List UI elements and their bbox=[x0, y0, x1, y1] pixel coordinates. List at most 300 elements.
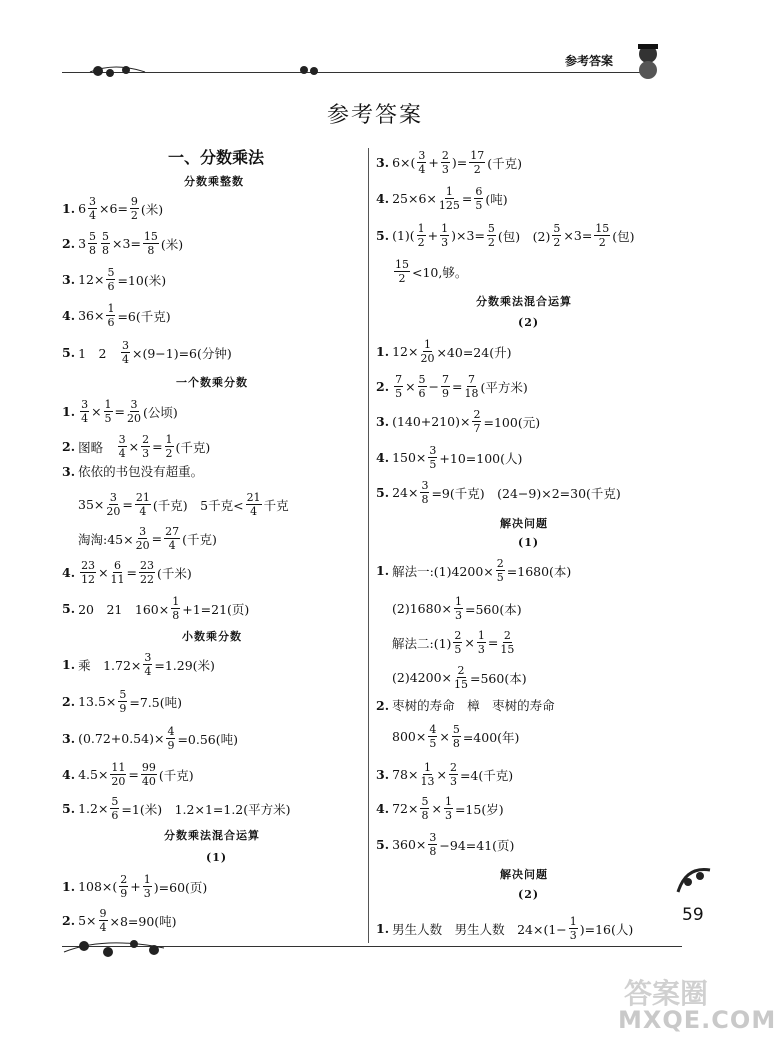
subsection-mixed-ops: 分数乘法混合运算 bbox=[164, 829, 260, 842]
denominator: 20 bbox=[106, 505, 121, 518]
header-rule bbox=[62, 72, 650, 73]
answer-line bbox=[376, 409, 540, 434]
answer-line bbox=[62, 596, 249, 621]
numerator: 3 bbox=[418, 149, 426, 162]
fraction bbox=[106, 492, 120, 517]
answer-line bbox=[376, 445, 522, 470]
denominator: 3 bbox=[143, 887, 151, 900]
fraction bbox=[441, 150, 450, 175]
text-segment: =4(千克) bbox=[459, 767, 514, 783]
item-number: 2. bbox=[376, 697, 390, 713]
text-segment: =15(岁) bbox=[454, 801, 504, 817]
vine-ornament-left bbox=[90, 62, 150, 84]
fraction bbox=[472, 409, 481, 434]
numerator: 3 bbox=[81, 398, 89, 411]
subsection-mixed-ops-2: 分数乘法混合运算 bbox=[476, 295, 572, 308]
numerator: 2 bbox=[496, 557, 504, 570]
numerator: 5 bbox=[89, 230, 97, 243]
fraction bbox=[118, 689, 127, 714]
numerator: 5 bbox=[418, 373, 426, 386]
text-segment: + bbox=[427, 228, 439, 243]
item-number: 4. bbox=[376, 191, 390, 206]
numerator: 1 bbox=[165, 433, 173, 446]
fraction bbox=[487, 223, 496, 248]
numerator: 15 bbox=[395, 258, 409, 271]
denominator: 8 bbox=[172, 609, 180, 622]
denominator: 8 bbox=[452, 737, 460, 750]
fraction bbox=[111, 560, 125, 585]
answer-line bbox=[62, 231, 183, 256]
text-segment: =1.29(米) bbox=[154, 657, 215, 673]
text-segment: × bbox=[436, 767, 447, 782]
section-title: 一、分数乘法 bbox=[168, 148, 265, 167]
denominator: 4 bbox=[250, 505, 258, 518]
fraction bbox=[441, 374, 450, 399]
text-segment: (140+210)× bbox=[392, 414, 471, 429]
denominator: 15 bbox=[454, 678, 468, 691]
text-segment: =0.56(吨) bbox=[177, 731, 238, 747]
answer-line bbox=[376, 762, 513, 787]
fraction bbox=[477, 630, 486, 655]
fraction bbox=[420, 339, 434, 364]
denominator: 4 bbox=[118, 447, 126, 460]
text-segment: × bbox=[464, 635, 475, 650]
item-number: 4. bbox=[62, 767, 76, 782]
numerator: 1 bbox=[569, 915, 577, 928]
denominator: 3 bbox=[455, 609, 462, 622]
text-segment: (千克) bbox=[175, 439, 211, 455]
answer-line bbox=[62, 340, 232, 365]
text-segment: 1 2 bbox=[78, 345, 119, 361]
vine-ornament-mid bbox=[296, 62, 326, 82]
page-number: 59 bbox=[682, 905, 704, 925]
denominator: 5 bbox=[475, 199, 483, 212]
answer-line bbox=[392, 596, 522, 621]
text-segment: (吨) bbox=[485, 191, 508, 207]
denominator: 4 bbox=[99, 921, 107, 934]
fraction bbox=[474, 186, 483, 211]
numerator: 5 bbox=[102, 230, 110, 243]
fraction bbox=[166, 726, 175, 751]
numerator: 6 bbox=[114, 559, 122, 572]
text-segment: + bbox=[428, 155, 439, 170]
text-segment: 13.5× bbox=[78, 694, 117, 709]
text-segment: + bbox=[130, 879, 141, 894]
text-segment: = bbox=[487, 635, 499, 650]
text-segment: 360× bbox=[392, 837, 427, 852]
text-segment: (包) (2) bbox=[497, 228, 551, 244]
numerator: 1 bbox=[172, 595, 180, 608]
fraction bbox=[569, 916, 578, 941]
answer-line bbox=[392, 259, 467, 284]
text-segment: 5× bbox=[78, 913, 97, 928]
numerator: 9 bbox=[130, 195, 138, 208]
text-segment: ×6= bbox=[99, 201, 128, 216]
denominator: 7 bbox=[473, 422, 481, 435]
text-segment: )= bbox=[451, 155, 468, 170]
text-segment: ×8=90(吨) bbox=[109, 913, 177, 929]
item-number: 2. bbox=[62, 694, 76, 709]
numerator: 15 bbox=[143, 230, 158, 243]
denominator: 11 bbox=[110, 573, 125, 586]
numerator: 1 bbox=[104, 398, 112, 411]
answer-line bbox=[62, 399, 178, 424]
answer-line bbox=[376, 696, 555, 714]
denominator: 3 bbox=[477, 643, 485, 656]
denominator: 2 bbox=[130, 209, 138, 222]
text-segment: = bbox=[122, 497, 133, 512]
denominator: 2 bbox=[553, 236, 561, 249]
text-segment: = bbox=[126, 565, 138, 580]
denominator: 3 bbox=[569, 929, 577, 942]
text-segment: 乘 1.72× bbox=[78, 657, 142, 673]
numerator: 3 bbox=[429, 444, 437, 457]
answer-line bbox=[62, 689, 182, 714]
answer-line bbox=[62, 874, 207, 899]
numerator: 99 bbox=[141, 761, 156, 774]
fraction bbox=[552, 223, 561, 248]
fraction bbox=[452, 724, 461, 749]
subsection-problem-solving-part: (1) bbox=[518, 536, 540, 549]
answer-line bbox=[376, 223, 635, 248]
text-segment: 800× bbox=[392, 729, 427, 744]
text-segment: (千米) bbox=[157, 565, 192, 581]
text-segment: (米) bbox=[140, 201, 164, 217]
denominator: 8 bbox=[147, 244, 155, 257]
answer-line bbox=[62, 726, 238, 751]
denominator: 4 bbox=[81, 412, 89, 425]
numerator: 2 bbox=[454, 629, 462, 642]
item-number: 2. bbox=[62, 439, 76, 454]
fraction bbox=[465, 374, 479, 399]
numerator: 2 bbox=[457, 664, 465, 677]
numerator: 2 bbox=[142, 433, 150, 446]
text-segment: × bbox=[128, 439, 140, 454]
text-segment: )=16(人) bbox=[579, 921, 634, 937]
fraction bbox=[141, 434, 150, 459]
item-number: 5. bbox=[376, 837, 390, 852]
text-segment: × bbox=[405, 379, 416, 394]
denominator: 5 bbox=[104, 412, 112, 425]
text-segment: )×3= bbox=[451, 228, 485, 243]
fraction bbox=[88, 231, 97, 256]
denominator: 6 bbox=[107, 280, 115, 293]
denominator: 8 bbox=[421, 809, 429, 822]
text-segment: × bbox=[431, 801, 442, 816]
denominator: 8 bbox=[102, 244, 110, 257]
fraction bbox=[143, 231, 159, 256]
answer-line bbox=[62, 762, 194, 787]
item-number: 1. bbox=[376, 344, 390, 359]
item-number: 4. bbox=[62, 565, 76, 580]
subsection-fraction-times-integer: 分数乘整数 bbox=[184, 175, 244, 188]
answer-line bbox=[376, 796, 504, 821]
answer-line bbox=[62, 267, 166, 292]
fraction bbox=[440, 223, 449, 248]
denominator: 3 bbox=[142, 447, 150, 460]
denominator: 5 bbox=[429, 458, 437, 471]
denominator: 2 bbox=[165, 447, 173, 460]
numerator: 9 bbox=[99, 907, 107, 920]
text-segment: 男生人数 男生人数 24×(1− bbox=[392, 921, 567, 937]
watermark-logo: 答案圈 bbox=[624, 977, 709, 1010]
subsection-mixed-ops-part: (1) bbox=[206, 851, 228, 864]
text-segment: <10,够。 bbox=[412, 264, 468, 280]
subsection-problem-solving-2-part: (2) bbox=[518, 888, 540, 901]
numerator: 5 bbox=[119, 688, 127, 701]
item-number: 1. bbox=[376, 921, 390, 936]
fraction bbox=[453, 630, 462, 655]
text-segment: 12× bbox=[78, 272, 105, 287]
numerator: 2 bbox=[120, 873, 128, 886]
text-segment: 35× bbox=[78, 497, 105, 512]
item-number: 5. bbox=[62, 801, 76, 816]
text-segment: (平方米) bbox=[480, 379, 528, 395]
numerator: 1 bbox=[423, 338, 431, 351]
fraction bbox=[106, 303, 115, 328]
denominator: 5 bbox=[395, 387, 403, 400]
text-segment: = bbox=[114, 404, 126, 419]
item-number: 3. bbox=[62, 272, 76, 287]
numerator: 2 bbox=[503, 629, 511, 642]
answer-line bbox=[376, 916, 633, 941]
text-segment: =6(千克) bbox=[117, 308, 171, 324]
numerator: 3 bbox=[421, 479, 429, 492]
denominator: 8 bbox=[421, 493, 429, 506]
numerator: 2 bbox=[473, 408, 481, 421]
fraction bbox=[171, 596, 180, 621]
text-segment: 25×6× bbox=[392, 191, 437, 206]
denominator: 4 bbox=[168, 539, 176, 552]
fraction bbox=[428, 724, 437, 749]
text-segment: (千克) bbox=[158, 767, 194, 783]
denominator: 2 bbox=[398, 272, 406, 285]
item-number: 1. bbox=[376, 563, 390, 578]
answer-line bbox=[62, 796, 291, 821]
text-segment: (2)1680× bbox=[392, 601, 452, 616]
denominator: 3 bbox=[449, 775, 457, 788]
item-number: 3. bbox=[376, 767, 390, 782]
answer-line bbox=[376, 480, 621, 505]
fraction bbox=[127, 399, 141, 424]
text-segment: ×(9−1)=6(分钟) bbox=[131, 345, 232, 361]
fraction bbox=[428, 445, 437, 470]
numerator: 4 bbox=[429, 723, 437, 736]
denominator: 4 bbox=[139, 505, 147, 518]
numerator: 7 bbox=[442, 373, 450, 386]
numerator: 17 bbox=[470, 149, 485, 162]
denominator: 2 bbox=[473, 163, 481, 176]
numerator: 1 bbox=[417, 222, 425, 235]
text-segment: 72× bbox=[392, 801, 419, 816]
numerator: 5 bbox=[487, 222, 495, 235]
denominator: 9 bbox=[442, 387, 450, 400]
numerator: 5 bbox=[111, 795, 119, 808]
subsection-decimal-times-fraction: 小数乘分数 bbox=[182, 630, 242, 643]
numerator: 1 bbox=[455, 595, 462, 608]
text-segment: +10=100(人) bbox=[439, 450, 523, 466]
text-segment: 78× bbox=[392, 767, 419, 782]
numerator: 3 bbox=[109, 491, 117, 504]
fraction bbox=[500, 630, 514, 655]
text-segment: ×3= bbox=[563, 228, 593, 243]
answer-line bbox=[62, 303, 171, 328]
fraction bbox=[454, 665, 468, 690]
item-number: 4. bbox=[376, 801, 390, 816]
item-number: 2. bbox=[62, 236, 76, 251]
numerator: 3 bbox=[130, 398, 138, 411]
denominator: 2 bbox=[598, 236, 606, 249]
fraction bbox=[135, 492, 151, 517]
text-segment: 图略 bbox=[78, 439, 116, 455]
text-segment: =7.5(吨) bbox=[129, 694, 182, 710]
answer-line bbox=[62, 652, 215, 677]
text-segment: (千克) 5千克< bbox=[152, 497, 244, 513]
item-number: 1. bbox=[62, 657, 76, 672]
numerator: 23 bbox=[140, 559, 155, 572]
fraction bbox=[246, 492, 262, 517]
text-segment: =10(米) bbox=[117, 272, 167, 288]
text-segment: 4.5× bbox=[78, 767, 109, 782]
text-segment: = bbox=[152, 439, 163, 454]
fraction bbox=[88, 196, 97, 221]
text-segment: 枣树的寿命 樟 枣树的寿命 bbox=[392, 698, 555, 713]
answer-line bbox=[62, 908, 177, 933]
header-label: 参考答案 bbox=[565, 54, 614, 68]
text-segment: (千克) bbox=[487, 155, 522, 171]
text-segment: × bbox=[439, 729, 450, 744]
text-segment: (1)( bbox=[392, 228, 415, 243]
text-segment: =560(本) bbox=[465, 601, 522, 617]
numerator: 21 bbox=[135, 491, 150, 504]
answer-line bbox=[62, 196, 163, 221]
text-segment: 淘淘:45× bbox=[78, 531, 134, 547]
denominator: 4 bbox=[121, 353, 129, 366]
text-segment: 3 bbox=[78, 236, 87, 251]
subsection-problem-solving-2: 解决问题 bbox=[500, 868, 548, 881]
text-segment: 36× bbox=[78, 308, 105, 323]
numerator: 1 bbox=[423, 761, 431, 774]
text-segment: 解法二:(1) bbox=[392, 635, 452, 651]
numerator: 11 bbox=[111, 761, 126, 774]
answer-line bbox=[78, 492, 289, 517]
fraction bbox=[417, 150, 426, 175]
item-number: 2. bbox=[376, 379, 390, 394]
denominator: 12 bbox=[81, 573, 96, 586]
text-segment: 150× bbox=[392, 450, 427, 465]
text-segment: 依依的书包没有超重。 bbox=[78, 464, 204, 479]
answer-line bbox=[392, 724, 519, 749]
fraction bbox=[394, 374, 403, 399]
denominator: 9 bbox=[120, 887, 128, 900]
denominator: 9 bbox=[167, 739, 175, 752]
fraction bbox=[143, 874, 152, 899]
item-number: 5. bbox=[376, 485, 390, 500]
text-segment: = bbox=[151, 531, 163, 546]
denominator: 9 bbox=[119, 702, 127, 715]
answer-line bbox=[62, 462, 203, 480]
numerator: 7 bbox=[468, 373, 476, 386]
text-segment: =100(元) bbox=[483, 414, 541, 430]
answer-line bbox=[376, 339, 511, 364]
numerator: 5 bbox=[553, 222, 561, 235]
fraction bbox=[428, 832, 437, 857]
denominator: 8 bbox=[89, 244, 97, 257]
numerator: 2 bbox=[449, 761, 457, 774]
text-segment: (2)4200× bbox=[392, 670, 452, 685]
item-number: 1. bbox=[62, 404, 76, 419]
fraction bbox=[439, 186, 460, 211]
denominator: 20 bbox=[420, 352, 435, 365]
answer-line bbox=[376, 832, 514, 857]
text-segment: =1680(本) bbox=[506, 563, 572, 579]
text-segment: (千克) bbox=[182, 531, 217, 547]
text-segment: =560(本) bbox=[470, 670, 527, 686]
numerator: 3 bbox=[121, 339, 129, 352]
fraction bbox=[420, 762, 434, 787]
item-number: 3. bbox=[62, 731, 76, 746]
denominator: 4 bbox=[144, 665, 152, 678]
text-segment: = bbox=[128, 767, 139, 782]
numerator: 6 bbox=[475, 185, 483, 198]
fraction bbox=[119, 874, 128, 899]
text-segment: 6×( bbox=[392, 155, 416, 170]
text-segment: 解法一:(1)4200× bbox=[392, 563, 494, 579]
text-segment: × bbox=[91, 404, 102, 419]
denominator: 20 bbox=[135, 539, 150, 552]
fraction bbox=[110, 762, 126, 787]
subsection-problem-solving: 解决问题 bbox=[500, 517, 548, 530]
numerator: 1 bbox=[107, 302, 115, 315]
fraction bbox=[454, 596, 463, 621]
text-segment: = bbox=[452, 379, 463, 394]
text-segment: =1(米) 1.2×1=1.2(平方米) bbox=[121, 801, 291, 817]
text-segment: 12× bbox=[392, 344, 419, 359]
fraction bbox=[394, 259, 410, 284]
text-segment: 千克 bbox=[263, 497, 289, 513]
fraction bbox=[165, 434, 174, 459]
fraction bbox=[449, 762, 458, 787]
denominator: 18 bbox=[464, 387, 479, 400]
item-number: 5. bbox=[62, 345, 76, 360]
answer-line bbox=[376, 374, 528, 399]
denominator: 2 bbox=[417, 236, 425, 249]
text-segment: 24× bbox=[392, 485, 419, 500]
text-segment: )=60(页) bbox=[153, 879, 208, 895]
answer-line bbox=[62, 434, 210, 459]
fraction bbox=[139, 560, 155, 585]
column-divider bbox=[368, 148, 369, 943]
item-number: 3. bbox=[62, 463, 76, 479]
denominator: 2 bbox=[487, 236, 495, 249]
text-segment: 1.2× bbox=[78, 801, 109, 816]
numerator: 1 bbox=[143, 873, 151, 886]
text-segment: (包) bbox=[612, 228, 635, 244]
numerator: 3 bbox=[429, 831, 437, 844]
fraction bbox=[444, 796, 453, 821]
denominator: 4 bbox=[89, 209, 97, 222]
numerator: 1 bbox=[441, 222, 449, 235]
numerator: 3 bbox=[118, 433, 126, 446]
numerator: 1 bbox=[477, 629, 485, 642]
denominator: 13 bbox=[420, 775, 435, 788]
denominator: 5 bbox=[454, 643, 462, 656]
answer-line bbox=[376, 150, 522, 175]
item-number: 4. bbox=[376, 450, 390, 465]
text-segment: (米) bbox=[160, 236, 184, 252]
numerator: 21 bbox=[246, 491, 261, 504]
answer-line bbox=[376, 186, 508, 211]
